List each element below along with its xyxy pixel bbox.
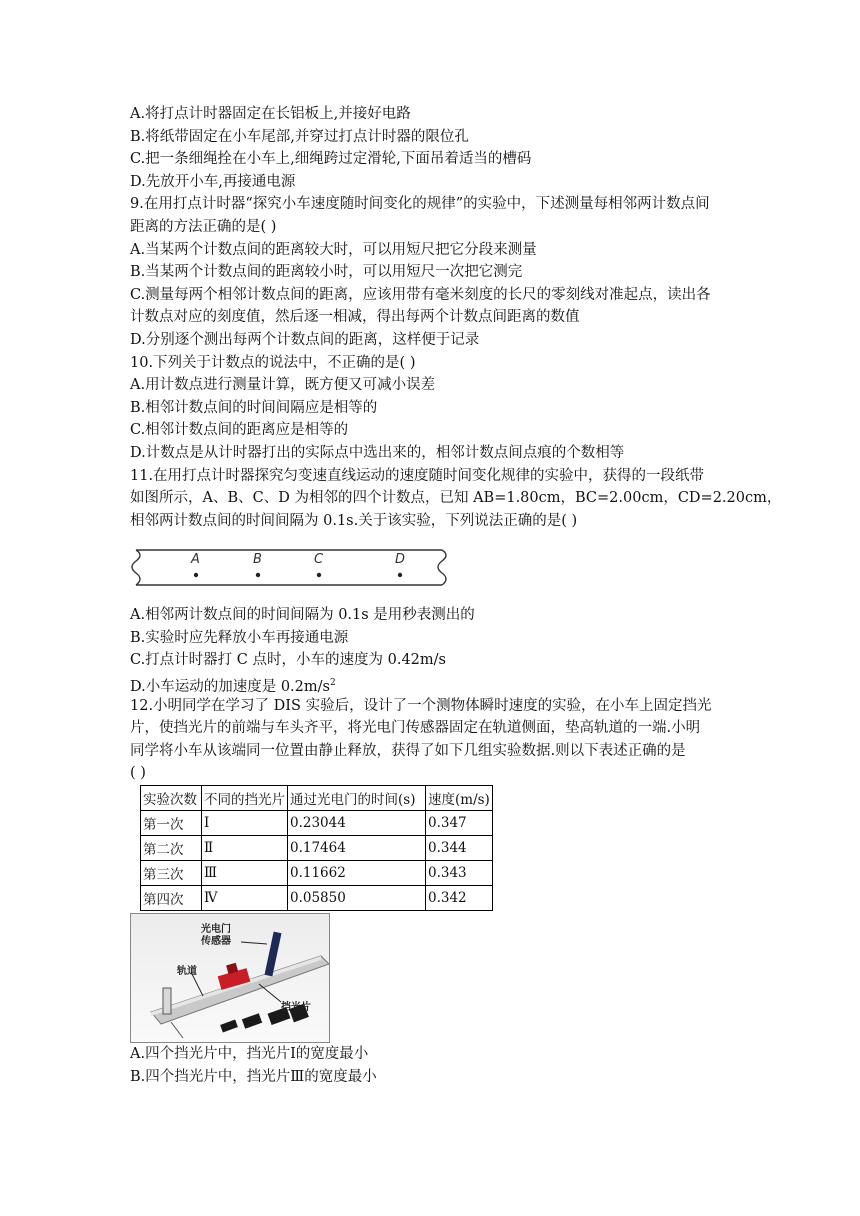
table-row xyxy=(141,836,493,861)
table-cell: 0.23044 xyxy=(288,811,426,836)
superscript: 2 xyxy=(329,678,336,689)
table-cell: 0.11662 xyxy=(288,861,426,886)
photo-label-sensor-line1: 光电门 xyxy=(201,924,231,936)
text-line: A.将打点计时器固定在长铝板上,并接好电路 xyxy=(130,106,411,122)
question-stem: 9.在用打点计时器“探究小车速度随时间变化的规律”的实验中，下述测量每相邻两计数点间 xyxy=(130,196,710,213)
table-cell: 0.347 xyxy=(426,811,493,836)
table-cell: Ⅲ xyxy=(202,861,288,886)
table-cell: 0.17464 xyxy=(288,836,426,861)
tape-dot xyxy=(194,573,198,577)
table-cell: 第三次 xyxy=(141,861,202,886)
question-12 xyxy=(130,695,730,1089)
option-a: A.用计数点进行测量计算，既方便又可减小误差 xyxy=(130,377,436,394)
text-line: C.把一条细绳拴在小车上,细绳跨过定滑轮,下面吊着适当的槽码 xyxy=(130,151,532,168)
option-c: C.相邻计数点间的距离应是相等的 xyxy=(130,422,349,439)
tape-label-a: A xyxy=(191,552,200,568)
option-b: B.四个挡光片中，挡光片Ⅲ的宽度最小 xyxy=(130,1068,377,1085)
option-b: B.当某两个计数点间的距离较小时，可以用短尺一次把它测完 xyxy=(130,264,523,281)
question-stem: 片，使挡光片的前端与车头齐平，将光电门传感器固定在轨道侧面，垫高轨道的一端.小明 xyxy=(130,720,701,737)
table-header-cell: 速度(m/s) xyxy=(426,786,493,811)
question-stem: 12.小明同学在学习了 DIS 实验后，设计了一个测物体瞬时速度的实验，在小车上固定挡光 xyxy=(130,697,712,714)
tape-label-b: B xyxy=(253,552,262,568)
experiment-photo xyxy=(130,913,330,1043)
tape-label-c: C xyxy=(314,552,324,568)
option-d xyxy=(130,672,730,695)
question-stem: 10.下列关于计数点的说法中，不正确的是( ) xyxy=(130,354,416,371)
table-cell: 第一次 xyxy=(141,811,202,836)
tape-dot xyxy=(256,573,260,577)
option-a: A.当某两个计数点间的距离较大时，可以用短尺把它分段来测量 xyxy=(130,241,537,258)
photo-label-track: 轨道 xyxy=(177,966,197,978)
question-10 xyxy=(130,352,730,465)
question-11 xyxy=(130,465,782,695)
option-a: A.相邻两计数点间的时间间隔为 0.1s 是用秒表测出的 xyxy=(130,607,475,624)
q8-options-continued xyxy=(130,103,730,193)
table-cell: 第二次 xyxy=(141,836,202,861)
table-cell: 第四次 xyxy=(141,886,202,911)
tape-dot xyxy=(398,573,402,577)
paper-tape-figure xyxy=(130,538,450,598)
document-page xyxy=(130,103,782,1088)
table-cell: 0.344 xyxy=(426,836,493,861)
table-cell: 0.342 xyxy=(426,886,493,911)
experiment-data-table xyxy=(140,785,493,911)
option-d-text: D.小车运动的加速度是 0.2m/s xyxy=(130,678,330,695)
option-a: A.四个挡光片中，挡光片Ⅰ的宽度最小 xyxy=(130,1046,369,1063)
table-row xyxy=(141,861,493,886)
text-line: D.先放开小车,再接通电源 xyxy=(130,173,296,190)
photo-label-sensor-line2: 传感器 xyxy=(201,936,231,948)
table-cell: 0.343 xyxy=(426,861,493,886)
question-stem: 同学将小车从该端同一位置由静止释放，获得了如下几组实验数据.则以下表述正确的是 xyxy=(130,742,686,759)
table-cell: Ⅳ xyxy=(202,886,288,911)
table-cell: 0.05850 xyxy=(288,886,426,911)
option-b: B.实验时应先释放小车再接通电源 xyxy=(130,629,349,646)
option-c-continued: 计数点对应的刻度值，然后逐一相减，得出每两个计数点间距离的数值 xyxy=(130,309,580,326)
photo-label-shutter: 挡光片 xyxy=(281,1002,311,1014)
table-row xyxy=(141,886,493,911)
question-stem: 11.在用打点计时器探究匀变速直线运动的速度随时间变化规律的实验中，获得的一段纸带 xyxy=(130,467,705,484)
tape-dot xyxy=(317,573,321,577)
option-c: C.测量每两个相邻计数点间的距离，应该用带有毫米刻度的长尺的零刻线对准起点，读出各 xyxy=(130,286,711,303)
table-header-cell: 不同的挡光片 xyxy=(202,786,288,811)
paper-tape-outline xyxy=(130,538,450,598)
option-d: D.计数点是从计时器打出的实际点中选出来的，相邻计数点间点痕的个数相等 xyxy=(130,444,625,461)
question-stem: ( ) xyxy=(130,765,146,782)
option-b: B.相邻计数点间的时间间隔应是相等的 xyxy=(130,399,378,416)
question-stem: 距离的方法正确的是( ) xyxy=(130,218,277,235)
text-line: B.将纸带固定在小车尾部,并穿过打点计时器的限位孔 xyxy=(130,128,469,145)
table-header-row xyxy=(141,786,493,811)
tape-label-d: D xyxy=(395,552,406,568)
table-row xyxy=(141,811,493,836)
table-cell: Ⅰ xyxy=(202,811,288,836)
table-header-cell: 通过光电门的时间(s) xyxy=(288,786,426,811)
option-c: C.打点计时器打 C 点时，小车的速度为 0.42m/s xyxy=(130,652,446,669)
option-d: D.分别逐个测出每两个计数点间的距离，这样便于记录 xyxy=(130,331,480,348)
question-9 xyxy=(130,193,730,351)
question-stem: 如图所示，A、B、C、D 为相邻的四个计数点，已知 AB=1.80cm，BC=2.00cm，CD=2.20cm， xyxy=(130,490,782,507)
table-header-cell: 实验次数 xyxy=(141,786,202,811)
table-cell: Ⅱ xyxy=(202,836,288,861)
question-stem: 相邻两计数点间的时间间隔为 0.1s.关于该实验，下列说法正确的是( ) xyxy=(130,512,578,529)
